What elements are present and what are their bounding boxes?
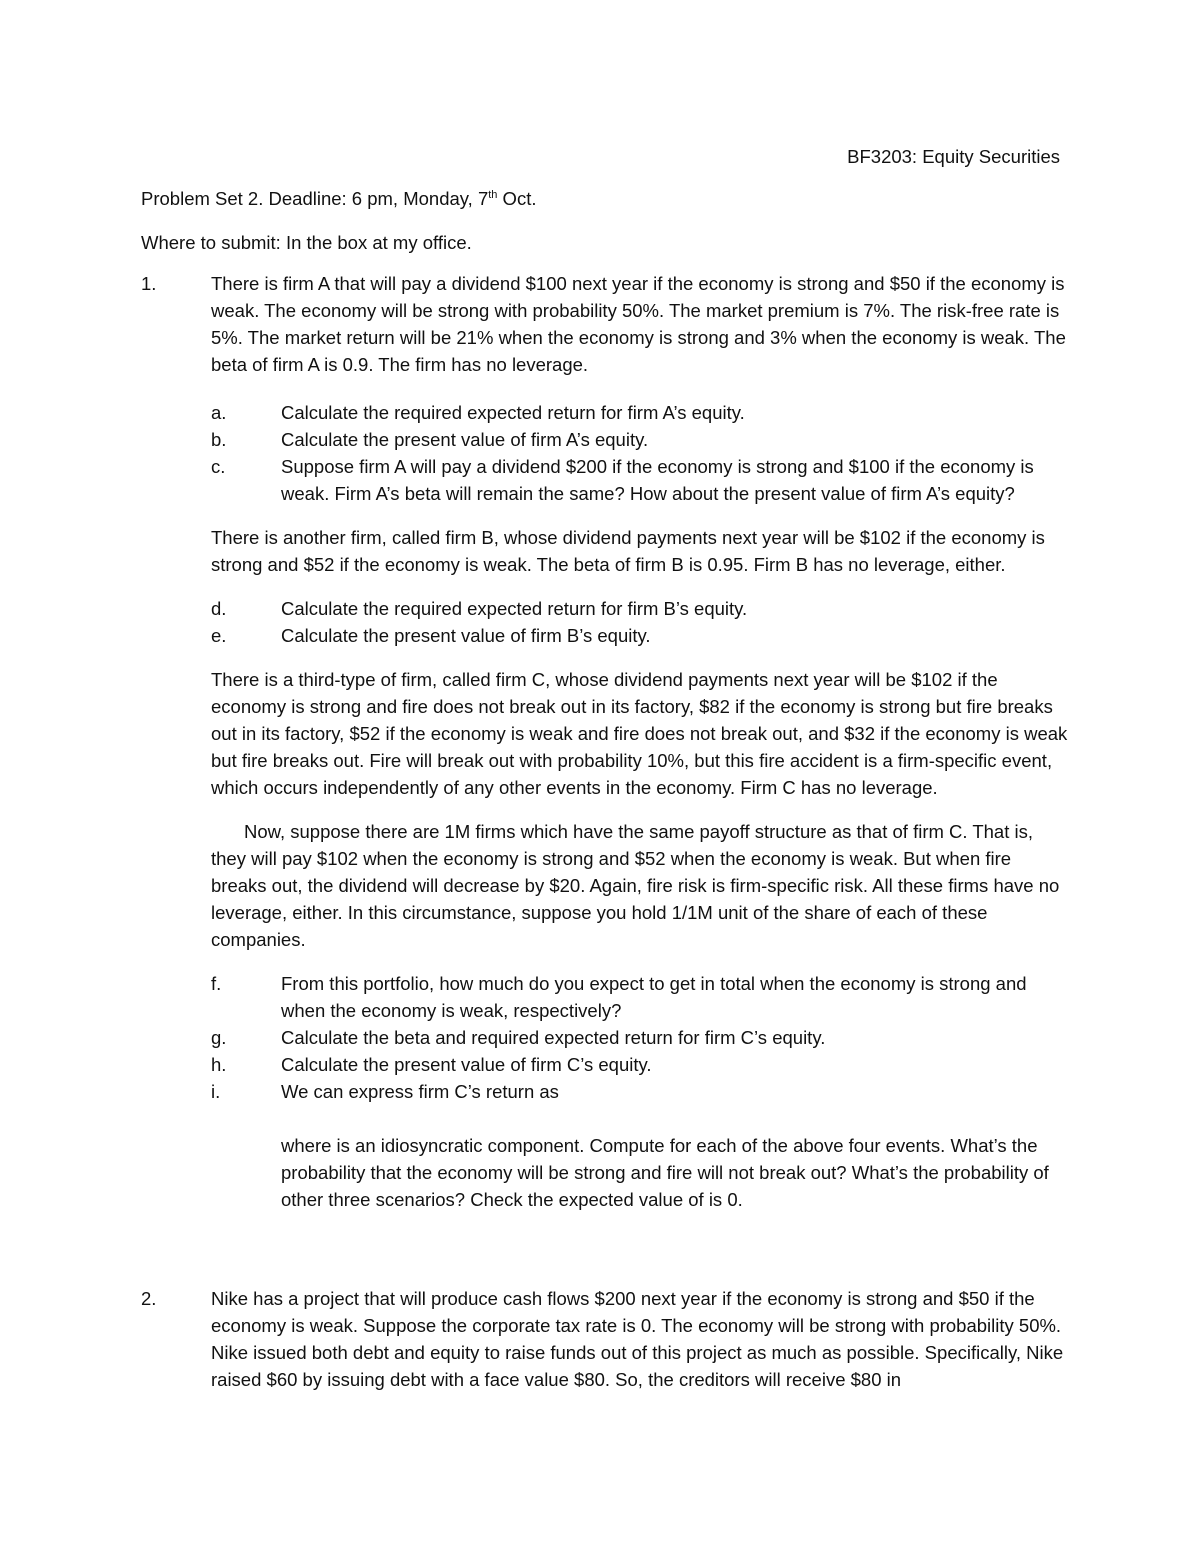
firm-b-description: There is another firm, called firm B, whose dividend payments next year will be $102 if the economy is strong and $52 if the economy is weak. The beta of firm B is 0.95. Firm B has no leverage, either.: [211, 527, 1045, 575]
subquestion-label: b.: [211, 429, 227, 450]
subquestion-label: i.: [211, 1081, 221, 1102]
idiosyncratic-component-text: where is an idiosyncratic component. Compute for each of the above four events. What’s the probability that the economy will be strong and fire will not break out? What’s the probability of other three scenarios? Check the expected value of is 0.: [281, 1135, 1049, 1210]
deadline-month: Oct.: [497, 188, 537, 209]
course-title: BF3203: Equity Securities: [847, 146, 1060, 167]
submission-location: Where to submit: In the box at my office.: [141, 232, 472, 253]
subquestion-text: Suppose firm A will pay a dividend $200 if the economy is strong and $100 if the economy is weak. Firm A’s beta will remain the same? How about the present value of firm A’s equity?: [281, 456, 1034, 504]
question-number: 1.: [141, 273, 157, 294]
ordinal-suffix: th: [488, 188, 498, 201]
subquestion-list-b: [211, 595, 1071, 649]
firm-c-description: There is a third-type of firm, called firm C, whose dividend payments next year will be $102 if the economy is strong and fire does not break out in its factory, $82 if the economy is strong but fire breaks out in its factory, $52 if the economy is weak and fire does not break out, and $32 if the economy is weak but fire breaks out. Fire will break out with probability 10%, but this fire accident is a firm-specific event, which occurs independently of any other events in the economy. Firm C has no leverage.: [211, 669, 1068, 798]
subquestion-label: a.: [211, 402, 227, 423]
subquestion-i: [211, 1078, 1071, 1105]
question-2-text: Nike has a project that will produce cash flows $200 next year if the economy is strong and $50 if the economy is weak. Suppose the corporate tax rate is 0. The economy will be strong with probability 50%. Nike issued both debt and equity to raise funds out of this project as much as possible. Specifically, Nike raised $60 by issuing debt with a face value $80. So, the creditors will receive $80 in: [211, 1288, 1064, 1390]
subquestion-list-c: [211, 970, 1071, 1105]
subquestion-label: e.: [211, 625, 227, 646]
subquestion-label: c.: [211, 456, 226, 477]
subquestion-text: Calculate the present value of firm A’s equity.: [281, 429, 649, 450]
subquestion-text: From this portfolio, how much do you expect to get in total when the economy is strong and when the economy is weak, respectively?: [281, 973, 1027, 1021]
subquestion-text: Calculate the required expected return for firm B’s equity.: [281, 598, 748, 619]
portfolio-description: Now, suppose there are 1M firms which have the same payoff structure as that of firm C. That is, they will pay $102 when the economy is strong and $52 when the economy is weak. But when fire breaks out, the dividend will decrease by $20. Again, fire risk is firm-specific risk. All these firms have no leverage, either. In this circumstance, suppose you hold 1/1M unit of the share of each of these companies.: [211, 821, 1060, 950]
subquestion-e: [211, 622, 1071, 649]
subquestion-label: g.: [211, 1027, 227, 1048]
deadline-text: Problem Set 2. Deadline: 6 pm, Monday, 7: [141, 188, 489, 209]
subquestion-a: [211, 399, 1071, 426]
question-1: [141, 270, 1071, 1213]
question-number: 2.: [141, 1288, 157, 1309]
subquestion-label: d.: [211, 598, 227, 619]
subquestion-g: [211, 1024, 1071, 1051]
subquestion-text: Calculate the present value of firm C’s equity.: [281, 1054, 652, 1075]
subquestion-label: h.: [211, 1054, 227, 1075]
subquestion-text: We can express firm C’s return as: [281, 1081, 559, 1102]
subquestion-h: [211, 1051, 1071, 1078]
subquestion-f: [211, 970, 1071, 1024]
question-2: [141, 1285, 1071, 1393]
subquestion-d: [211, 595, 1071, 622]
subquestion-b: [211, 426, 1071, 453]
subquestion-text: Calculate the beta and required expected return for firm C’s equity.: [281, 1027, 826, 1048]
problem-set-deadline: [141, 185, 536, 212]
subquestion-text: Calculate the required expected return for firm A’s equity.: [281, 402, 745, 423]
subquestion-label: f.: [211, 973, 222, 994]
question-1-intro: There is firm A that will pay a dividend $100 next year if the economy is strong and $50 if the economy is weak. The economy will be strong with probability 50%. The market premium is 7%. The risk-free rate is 5%. The market return will be 21% when the economy is strong and 3% when the economy is weak. The beta of firm A is 0.9. The firm has no leverage.: [211, 273, 1066, 375]
subquestion-c: [211, 453, 1071, 507]
subquestion-text: Calculate the present value of firm B’s equity.: [281, 625, 651, 646]
subquestion-list-a: [211, 399, 1071, 507]
